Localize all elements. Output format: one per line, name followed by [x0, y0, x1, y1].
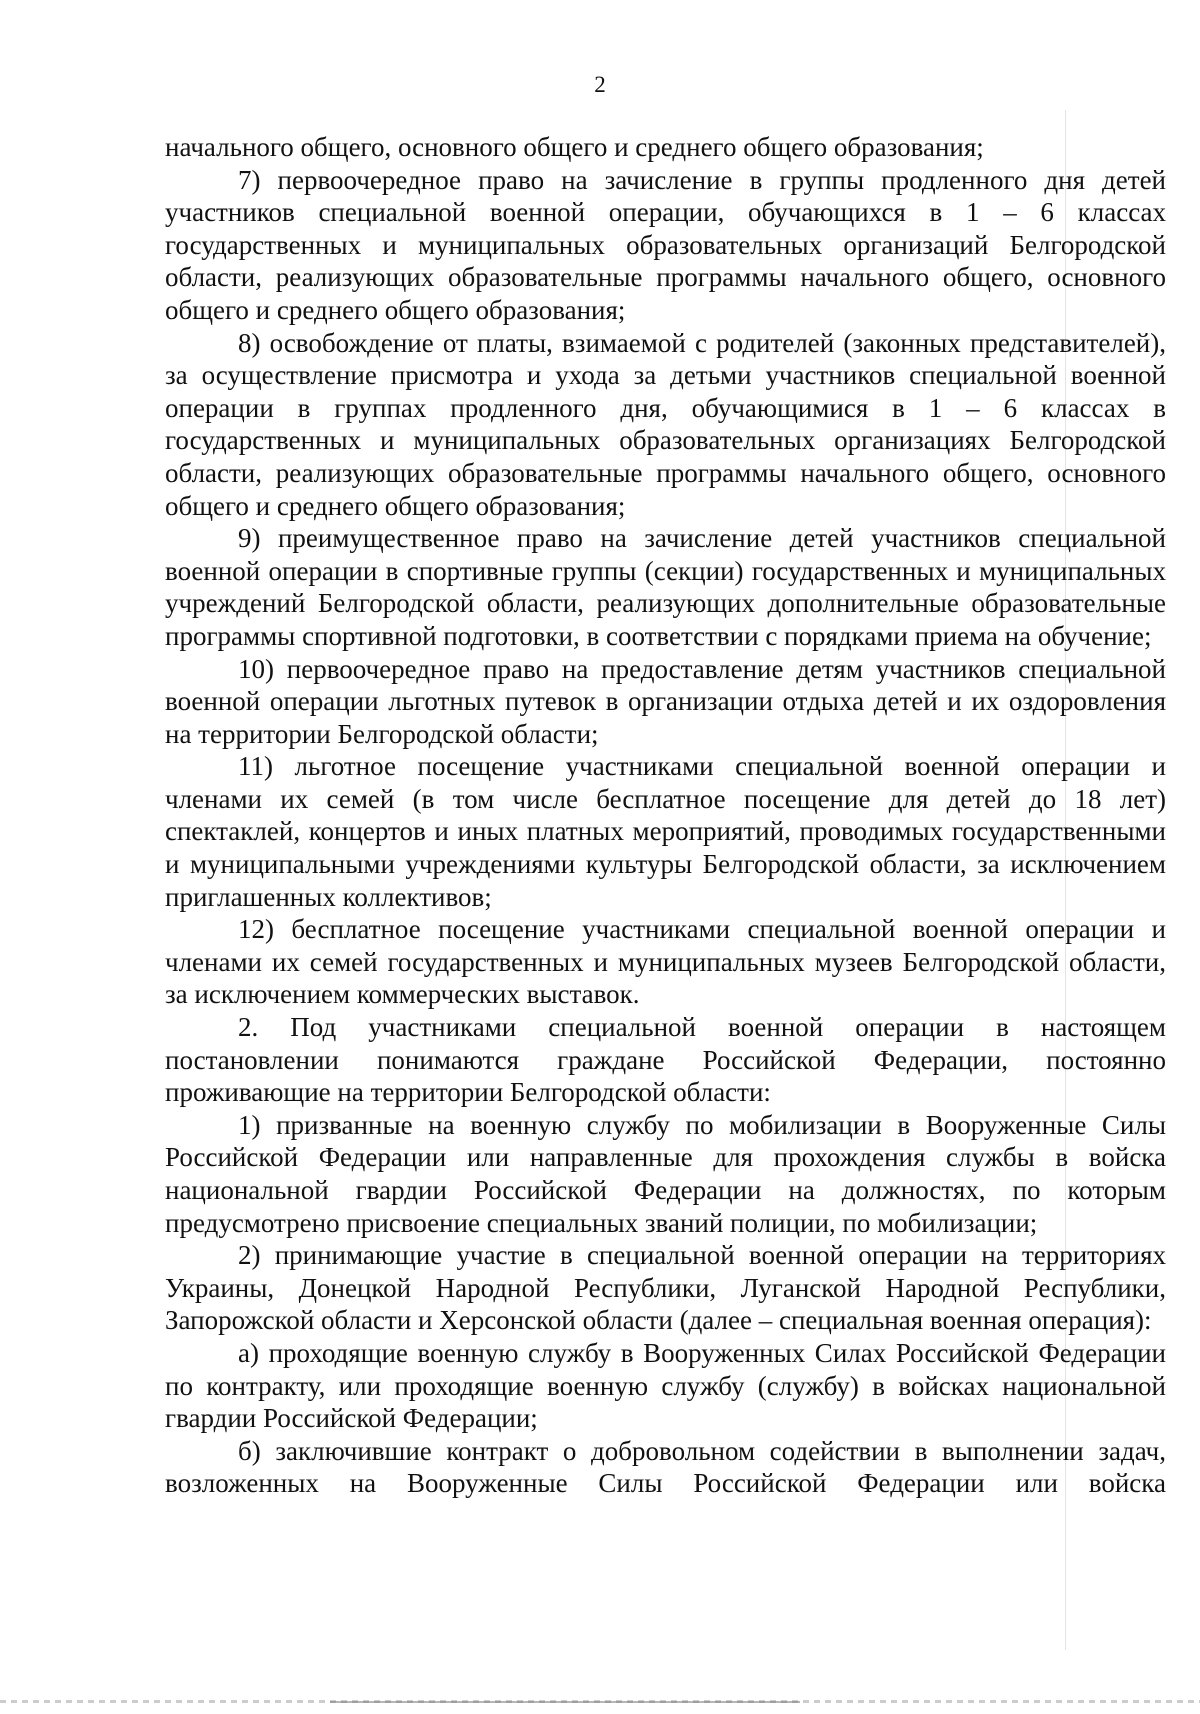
document-body	[165, 131, 1166, 1500]
paragraph-item-12: 12) бесплатное посещение участниками специальной военной операции и членами их семей государственных и муниципальных музеев Белгородской области, за исключением коммерческих выставок.	[165, 914, 1166, 1010]
page-number: 2	[594, 72, 606, 97]
paragraph-item-8: 8) освобождение от платы, взимаемой с родителей (законных представителей), за осуществление присмотра и ухода за детьми участников специальной военной операции в группах продленного дня, обучающимися в 1 – 6 классах в государственных и муниципальных образовательных организациях Белгородской области, реализующих образовательные программы начального общего, основного общего и среднего общего образования;	[165, 327, 1166, 521]
paragraph-continuation: начального общего, основного общего и среднего общего образования;	[165, 132, 984, 162]
paragraph-item-10: 10) первоочередное право на предоставление детям участников специальной военной операции льготных путевок в организации отдыха детей и их оздоровления на территории Белгородской области;	[165, 653, 1166, 749]
paragraph-section-2-item-2a: а) проходящие военную службу в Вооруженных Силах Российской Федерации по контракту, или проходящие военную службу (службу) в войсках национальной гвардии Российской Федерации;	[165, 1337, 1166, 1434]
paragraph-section-2: 2. Под участниками специальной военной операции в настоящем постановлении понимаются граждане Российской Федерации, постоянно проживающие на территории Белгородской области:	[165, 1012, 1166, 1108]
paragraph-section-2-item-1: 1) призванные на военную службу по мобилизации в Вооруженные Силы Российской Федерации или направленные для прохождения службы в войска национальной гвардии Российской Федерации на должностях, по которым предусмотрено присвоение специальных званий полиции, по мобилизации;	[165, 1109, 1166, 1238]
paragraph-item-7: 7) первоочередное право на зачисление в группы продленного дня детей участников специальной военной операции, обучающихся в 1 – 6 классах государственных и муниципальных образовательных организаций Белгородской области, реализующих образовательные программы начального общего, основного общего и среднего общего образования;	[165, 164, 1166, 325]
paragraph-section-2-item-2b: б) заключившие контракт о добровольном содействии в выполнении задач, возложенных на Вооруженные Силы Российской Федерации или войска	[165, 1435, 1166, 1499]
paragraph-item-11: 11) льготное посещение участниками специальной военной операции и членами их семей (в том числе бесплатное посещение для детей до 18 лет) спектаклей, концертов и иных платных мероприятий, проводимых государственными и муниципальными учреждениями культуры Белгородской области, за исключением приглашенных коллективов;	[165, 751, 1166, 912]
paragraph-item-9: 9) преимущественное право на зачисление детей участников специальной военной операции в спортивные группы (секции) государственных и муниципальных учреждений Белгородской области, реализующих дополнительные образовательные программы спортивной подготовки, в соответствии с порядками приема на обучение;	[165, 523, 1166, 651]
scan-bottom-edge-line	[330, 1701, 800, 1703]
paragraph-section-2-item-2: 2) принимающие участие в специальной военной операции на территориях Украины, Донецкой Народной Республики, Луганской Народной Республики, Запорожской области и Херсонской области (далее – специальная военная операция):	[165, 1240, 1166, 1336]
